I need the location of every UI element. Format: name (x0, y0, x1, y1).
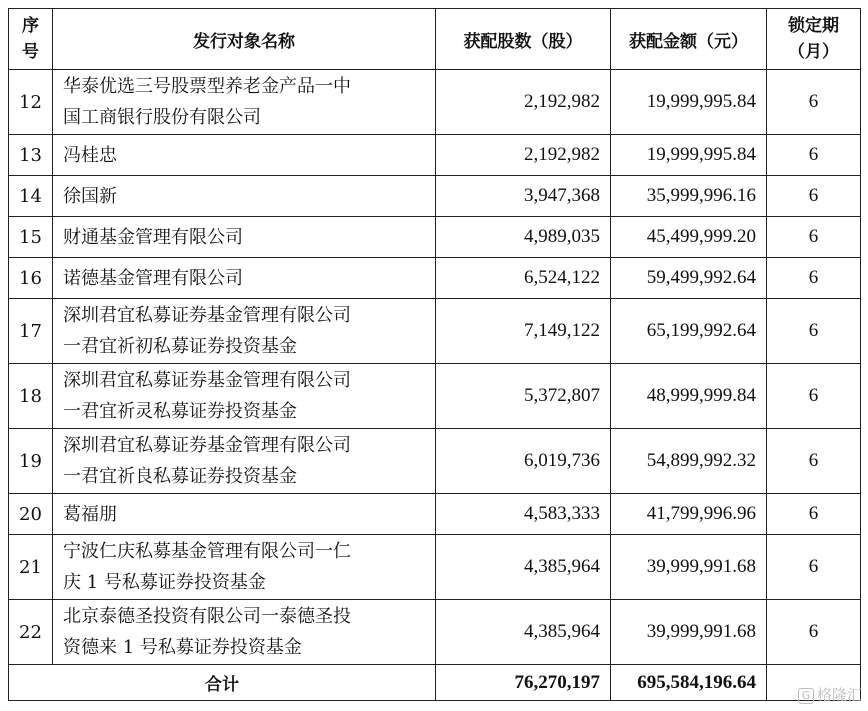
row-name-line1: 深圳君宜私募证券基金管理有限公司 (63, 305, 351, 326)
row-lock: 6 (767, 600, 861, 665)
row-number: 13 (9, 135, 53, 176)
row-name-line1: 深圳君宜私募证券基金管理有限公司 (63, 370, 351, 391)
row-name-line1: 深圳君宜私募证券基金管理有限公司 (63, 435, 351, 456)
table-row (9, 217, 861, 258)
row-number: 20 (9, 494, 53, 535)
row-number: 14 (9, 176, 53, 217)
table-row (9, 135, 861, 176)
total-amount: 695,584,196.64 (611, 665, 767, 701)
row-number: 15 (9, 217, 53, 258)
watermark-text: 格隆汇 (816, 686, 862, 704)
row-shares: 7,149,122 (436, 299, 611, 364)
row-lock: 6 (767, 176, 861, 217)
row-name (53, 135, 436, 176)
row-amount: 59,499,992.64 (611, 258, 767, 299)
row-name-line1: 宁波仁庆私募基金管理有限公司一仁 (63, 541, 351, 562)
total-shares: 76,270,197 (436, 665, 611, 701)
row-name-line1: 徐国新 (63, 185, 117, 207)
row-name-line1: 葛福朋 (63, 503, 117, 525)
row-name (53, 429, 436, 494)
row-shares: 3,947,368 (436, 176, 611, 217)
row-lock: 6 (767, 535, 861, 600)
row-number: 19 (9, 429, 53, 494)
row-shares: 5,372,807 (436, 364, 611, 429)
row-name (53, 364, 436, 429)
row-shares: 6,019,736 (436, 429, 611, 494)
row-name (53, 535, 436, 600)
row-lock: 6 (767, 217, 861, 258)
row-shares: 4,385,964 (436, 535, 611, 600)
row-lock: 6 (767, 494, 861, 535)
table-row (9, 600, 861, 665)
row-amount: 39,999,991.68 (611, 600, 767, 665)
row-amount: 19,999,995.84 (611, 135, 767, 176)
row-lock: 6 (767, 258, 861, 299)
row-name-line2: 国工商银行股份有限公司 (63, 107, 261, 128)
table-row (9, 258, 861, 299)
row-name (53, 299, 436, 364)
row-lock: 6 (767, 70, 861, 135)
header-name: 发行对象名称 (53, 9, 436, 70)
row-lock: 6 (767, 135, 861, 176)
row-number: 22 (9, 600, 53, 665)
table-row (9, 535, 861, 600)
table-row (9, 494, 861, 535)
row-number: 12 (9, 70, 53, 135)
row-amount: 39,999,991.68 (611, 535, 767, 600)
header-lock: 锁定期 （月） (767, 9, 861, 70)
row-number: 21 (9, 535, 53, 600)
row-name (53, 176, 436, 217)
row-amount: 19,999,995.84 (611, 70, 767, 135)
row-amount: 35,999,996.16 (611, 176, 767, 217)
allotment-table (8, 8, 861, 701)
table-row (9, 70, 861, 135)
row-amount: 65,199,992.64 (611, 299, 767, 364)
row-name-line2: 一君宜祈灵私募证券投资基金 (63, 401, 297, 422)
header-row (9, 9, 861, 70)
header-shares: 获配股数（股） (436, 9, 611, 70)
table-row (9, 176, 861, 217)
row-name-line2: 资德来 1 号私募证券投资基金 (63, 637, 302, 658)
row-number: 18 (9, 364, 53, 429)
table-row (9, 299, 861, 364)
row-shares: 4,989,035 (436, 217, 611, 258)
row-name-line2: 庆 1 号私募证券投资基金 (63, 572, 266, 593)
row-lock: 6 (767, 364, 861, 429)
row-name-line1: 诺德基金管理有限公司 (63, 267, 243, 289)
row-shares: 2,192,982 (436, 70, 611, 135)
table-row (9, 429, 861, 494)
header-no: 序 号 (9, 9, 53, 70)
row-name (53, 70, 436, 135)
row-amount: 48,999,999.84 (611, 364, 767, 429)
row-number: 17 (9, 299, 53, 364)
row-name-line2: 一君宜祈良私募证券投资基金 (63, 466, 297, 487)
row-amount: 54,899,992.32 (611, 429, 767, 494)
watermark-logo-icon: G (798, 688, 814, 704)
row-shares: 4,583,333 (436, 494, 611, 535)
row-name-line1: 华泰优选三号股票型养老金产品一中 (63, 76, 351, 97)
row-shares: 4,385,964 (436, 600, 611, 665)
row-shares: 6,524,122 (436, 258, 611, 299)
total-row (9, 665, 861, 701)
row-name (53, 494, 436, 535)
table-body (9, 70, 861, 665)
row-lock: 6 (767, 429, 861, 494)
row-lock: 6 (767, 299, 861, 364)
row-name (53, 217, 436, 258)
row-name-line1: 北京泰德圣投资有限公司一泰德圣投 (63, 606, 351, 627)
header-amount: 获配金额（元） (611, 9, 767, 70)
row-amount: 45,499,999.20 (611, 217, 767, 258)
row-name-line1: 冯桂忠 (63, 144, 117, 166)
row-number: 16 (9, 258, 53, 299)
row-name (53, 258, 436, 299)
watermark (798, 684, 862, 705)
row-amount: 41,799,996.96 (611, 494, 767, 535)
total-label: 合计 (9, 665, 436, 701)
row-name (53, 600, 436, 665)
row-name-line1: 财通基金管理有限公司 (63, 226, 243, 248)
row-name-line2: 一君宜祈初私募证券投资基金 (63, 336, 297, 357)
table-row (9, 364, 861, 429)
row-shares: 2,192,982 (436, 135, 611, 176)
